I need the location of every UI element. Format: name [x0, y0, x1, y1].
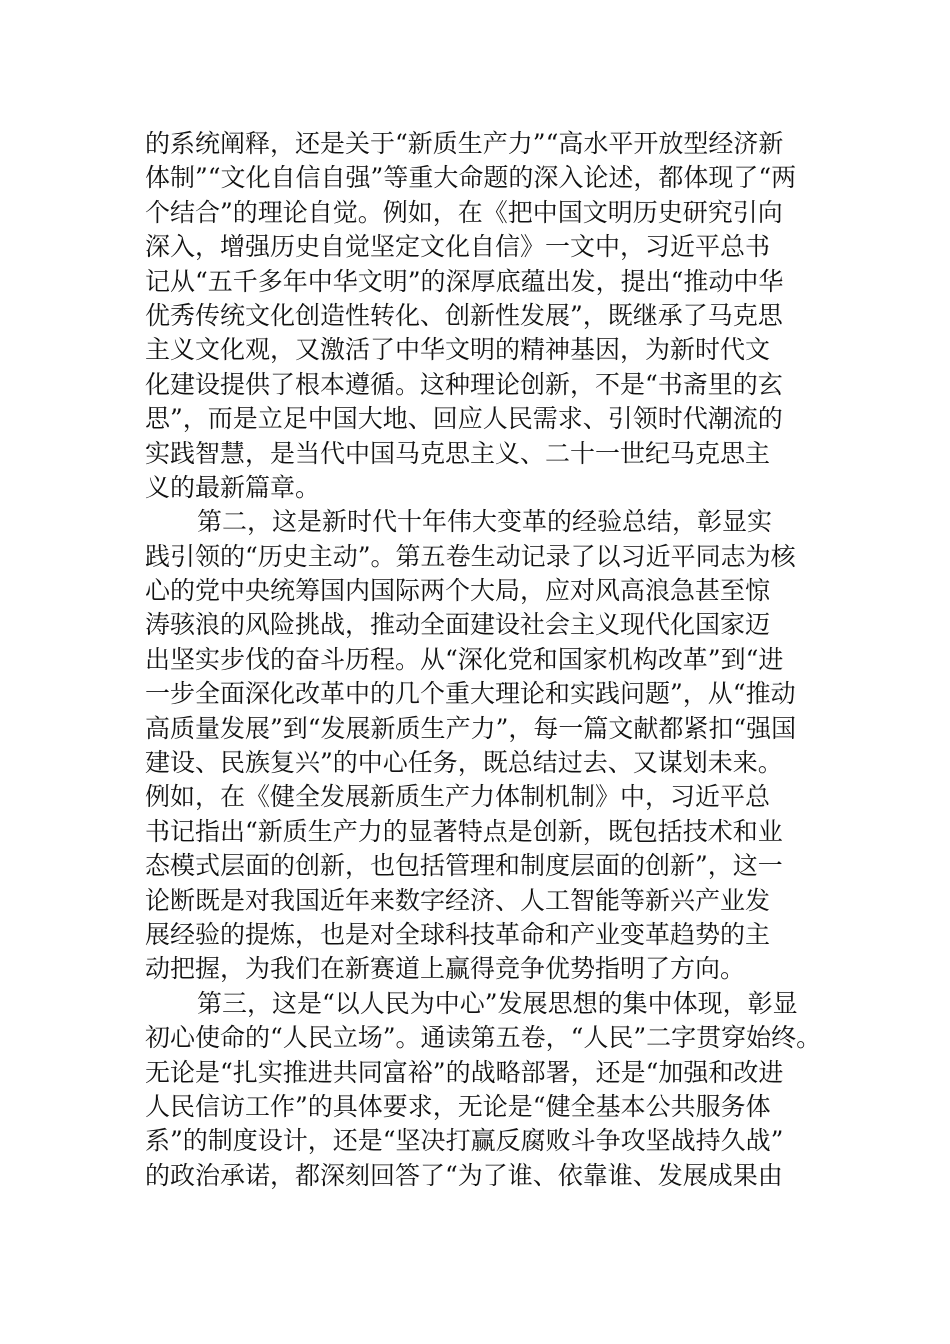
paragraph-start-line: 第三，这是“以人民为中心”发展思想的集中体现，彰显 — [197, 988, 798, 1018]
text-line: 的政治承诺，都深刻回答了“为了谁、依靠谁、发展成果由 — [145, 1160, 783, 1190]
text-line: 一步全面深化改革中的几个重大理论和实践问题”，从“推动 — [145, 679, 796, 709]
text-line: 无论是“扎实推进共同富裕”的战略部署，还是“加强和改进 — [145, 1057, 784, 1087]
text-line: 书记指出“新质生产力的显著特点是创新，既包括技术和业 — [145, 816, 783, 846]
text-line: 思”，而是立足中国大地、回应人民需求、引领时代潮流的 — [145, 404, 783, 434]
paragraph-start-line: 第二，这是新时代十年伟大变革的经验总结，彰显实 — [197, 507, 773, 537]
text-line: 义的最新篇章。 — [145, 472, 321, 502]
text-line: 展经验的提炼，也是对全球科技革命和产业变革趋势的主 — [145, 919, 771, 949]
text-line: 态模式层面的创新，也包括管理和制度层面的创新”，这一 — [145, 851, 783, 881]
text-line: 涛骇浪的风险挑战，推动全面建设社会主义现代化国家迈 — [145, 610, 771, 640]
text-line: 动把握，为我们在新赛道上赢得竞争优势指明了方向。 — [145, 954, 746, 984]
text-line: 个结合”的理论自觉。例如，在《把中国文明历史研究引向 — [145, 197, 783, 227]
text-line: 深入，增强历史自觉坚定文化自信》一文中，习近平总书 — [145, 232, 771, 262]
text-line: 实践智慧，是当代中国马克思主义、二十一世纪马克思主 — [145, 438, 771, 468]
text-line: 建设、民族复兴”的中心任务，既总结过去、又谋划未来。 — [145, 748, 783, 778]
text-line: 主义文化观，又激活了中华文明的精神基因，为新时代文 — [145, 335, 771, 365]
text-line: 例如，在《健全发展新质生产力体制机制》中，习近平总 — [145, 782, 771, 812]
text-line: 人民信访工作”的具体要求，无论是“健全基本公共服务体 — [145, 1091, 771, 1121]
body-text — [145, 127, 825, 1193]
text-line: 初心使命的“人民立场”。通读第五卷，“人民”二字贯穿始终。 — [145, 1023, 822, 1053]
text-line: 记从“五千多年中华文明”的深厚底蕴出发，提出“推动中华 — [145, 266, 784, 296]
text-line: 论断既是对我国近年来数字经济、人工智能等新兴产业发 — [145, 885, 771, 915]
text-line: 心的党中央统筹国内国际两个大局，应对风高浪急甚至惊 — [145, 576, 771, 606]
text-line: 出坚实步伐的奋斗历程。从“深化党和国家机构改革”到“进 — [145, 644, 784, 674]
text-line: 高质量发展”到“发展新质生产力”，每一篇文献都紧扣“强国 — [145, 713, 797, 743]
text-line: 践引领的“历史主动”。第五卷生动记录了以习近平同志为核 — [145, 541, 796, 571]
text-line: 的系统阐释，还是关于“新质生产力”“高水平开放型经济新 — [145, 129, 784, 158]
text-line: 体制”“文化自信自强”等重大命题的深入论述，都体现了“两 — [145, 163, 797, 193]
text-line: 系”的制度设计，还是“坚决打赢反腐败斗争攻坚战持久战” — [145, 1126, 784, 1156]
text-line: 化建设提供了根本遵循。这种理论创新，不是“书斋里的玄 — [145, 369, 783, 399]
text-line: 优秀传统文化创造性转化、创新性发展”，既继承了马克思 — [145, 300, 783, 330]
